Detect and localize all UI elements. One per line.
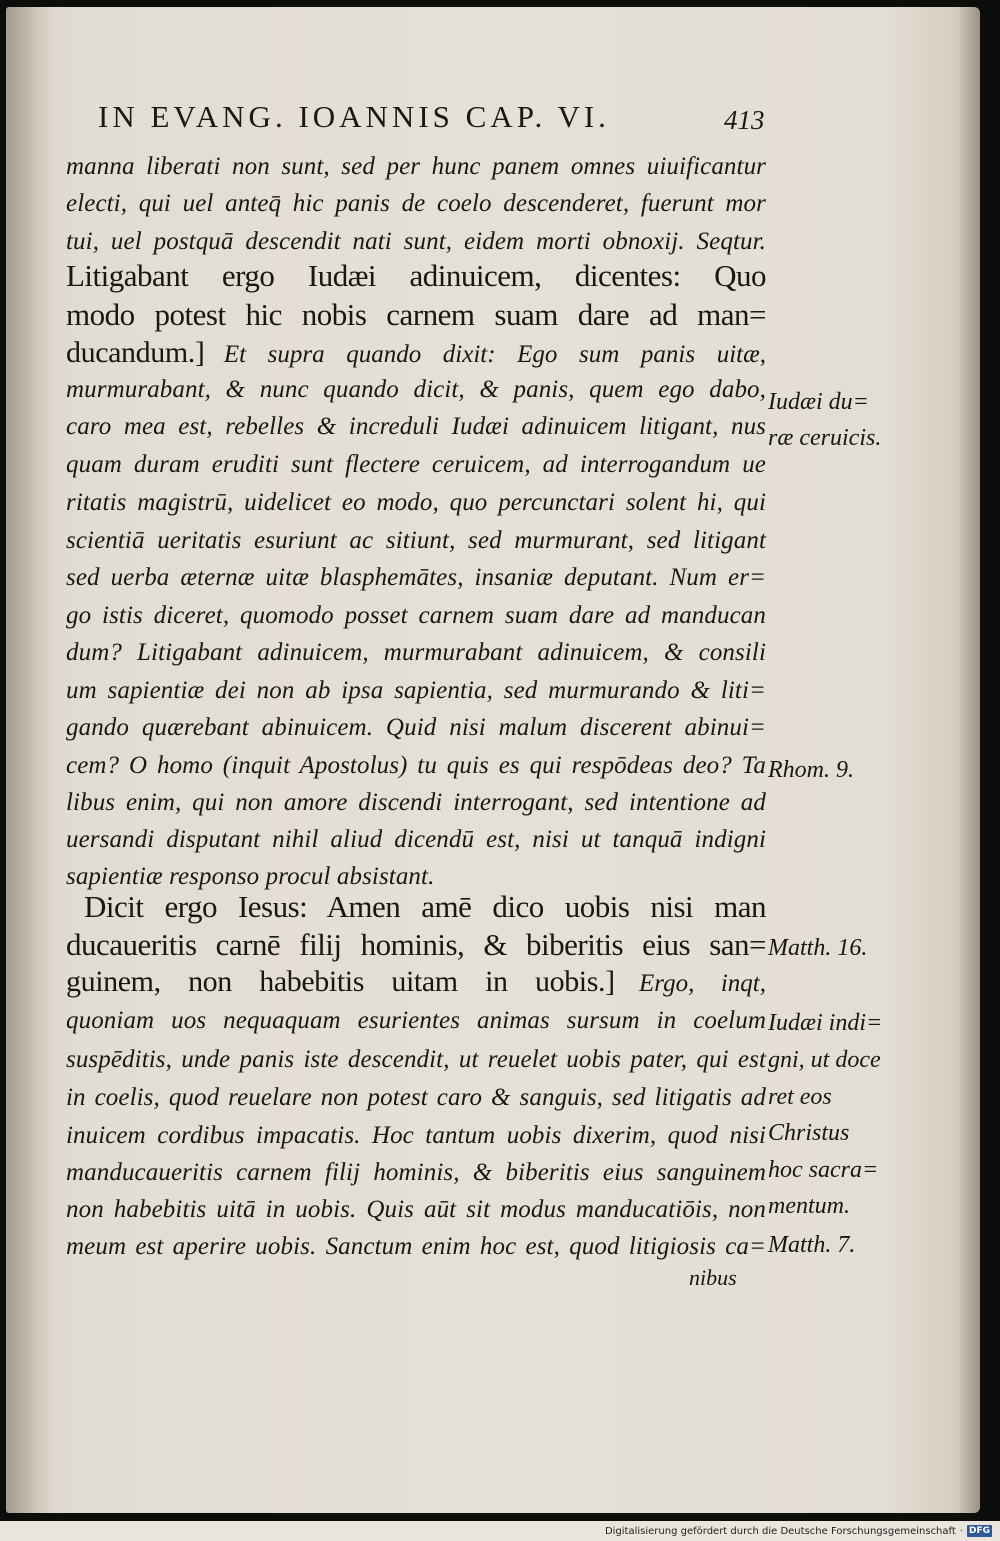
margin-note: hoc sacra= xyxy=(768,1157,879,1183)
text-line: sapientiæ responso procul absistant. xyxy=(66,863,435,890)
text-line: go istis diceret, quomodo posset carnem suam dare ad manducan xyxy=(66,602,766,629)
margin-note: ret eos xyxy=(768,1084,832,1110)
text-line: um sapientiæ dei non ab ipsa sapientia, sed murmurando & liti= xyxy=(66,677,766,704)
margin-note: Matth. 16. xyxy=(768,935,868,961)
margin-note: Iudæi du= xyxy=(768,389,869,415)
digitization-credit xyxy=(605,1524,992,1538)
text-line: non habebitis uitā in uobis. Quis aūt sit modus manducatiōis, non xyxy=(66,1196,766,1223)
lemma-line: ducaueritis carnē filij hominis, & biberitis eius san= xyxy=(66,927,766,962)
lemma-line-end xyxy=(66,965,766,999)
lemma-text: guinem, non habebitis uitam in uobis.] xyxy=(66,965,615,998)
page-edge-shadow xyxy=(958,7,980,1513)
dfg-logo: DFG xyxy=(968,1526,990,1536)
text-line: quam duram eruditi sunt flectere ceruicem, ad interrogandum ue xyxy=(66,451,766,478)
lemma-line-end xyxy=(66,336,766,370)
page-number: 413 xyxy=(724,105,765,135)
text-line: gando quærebant abinuicem. Quid nisi malum discerent abinui= xyxy=(66,714,766,741)
text-line: uersandi disputant nihil aliud dicendū est, nisi ut tanquā indigni xyxy=(66,826,766,853)
credit-text: Digitalisierung gefördert durch die Deutsche Forschungsgemeinschaft xyxy=(604,1525,956,1537)
lemma-line: modo potest hic nobis carnem suam dare ad man= xyxy=(66,297,766,332)
text-line: electi, qui uel anteq̄ hic panis de coelo descenderet, fuerunt mor xyxy=(66,190,766,217)
running-title: IN EVANG. IOANNIS CAP. VI. xyxy=(98,99,610,134)
commentary-text: Ergo, inqt, xyxy=(639,970,767,997)
separator-dot: · xyxy=(959,1525,963,1537)
text-line: quoniam uos nequaquam esurientes animas sursum in coelum xyxy=(66,1007,766,1034)
text-line: murmurabant, & nunc quando dicit, & panis, quem ego dabo, xyxy=(66,376,766,403)
text-line: sed uerba æternæ uitæ blasphemātes, insaniæ deputant. Num er= xyxy=(66,564,766,591)
margin-note: Iudæi indi= xyxy=(768,1010,883,1036)
margin-note: Matth. 7. xyxy=(768,1232,856,1258)
text-line: libus enim, qui non amore discendi interrogant, sed intentione ad xyxy=(66,789,766,816)
text-line: ritatis magistrū, uidelicet eo modo, quo percunctari solent hi, qui xyxy=(66,489,766,516)
text-line: inuicem cordibus impacatis. Hoc tantum uobis dixerim, quod nisi xyxy=(66,1122,766,1149)
text-line: tui, uel postquā descendit nati sunt, eidem morti obnoxij. Seqtur. xyxy=(66,228,766,255)
margin-note: ræ ceruicis. xyxy=(768,425,882,451)
text-line: cem? O homo (inquit Apostolus) tu quis es qui respōdeas deo? Ta xyxy=(66,752,766,779)
text-line: suspēditis, unde panis iste descendit, ut reuelet uobis pater, qui est xyxy=(66,1046,766,1073)
margin-note: gni, ut doce xyxy=(768,1047,881,1073)
lemma-line: Dicit ergo Iesus: Amen amē dico uobis nisi man xyxy=(84,889,766,924)
book-page xyxy=(6,7,980,1513)
lemma-line: Litigabant ergo Iudæi adinuicem, dicentes: Quo xyxy=(66,258,766,293)
page-gutter-shadow xyxy=(6,7,54,1513)
lemma-text: ducandum.] xyxy=(66,336,205,369)
margin-note: mentum. xyxy=(768,1193,850,1219)
text-line: manducaueritis carnem filij hominis, & biberitis eius sanguinem xyxy=(66,1159,766,1186)
catchword: nibus xyxy=(689,1265,737,1290)
text-line: scientiā ueritatis esuriunt ac sitiunt, sed murmurant, sed litigant xyxy=(66,527,766,554)
margin-note: Rhom. 9. xyxy=(768,757,854,783)
commentary-text: Et supra quando dixit: Ego sum panis uitæ, xyxy=(223,341,767,368)
text-line: dum? Litigabant adinuicem, murmurabant adinuicem, & consili xyxy=(66,639,766,666)
text-line: meum est aperire uobis. Sanctum enim hoc est, quod litigiosis ca= xyxy=(66,1233,766,1260)
text-line: in coelis, quod reuelare non potest caro & sanguis, sed litigatis ad xyxy=(66,1084,766,1111)
text-line: caro mea est, rebelles & increduli Iudæi adinuicem litigant, nus xyxy=(66,413,766,440)
text-line: manna liberati non sunt, sed per hunc panem omnes uiuificantur xyxy=(66,153,766,180)
margin-note: Christus xyxy=(768,1120,850,1146)
